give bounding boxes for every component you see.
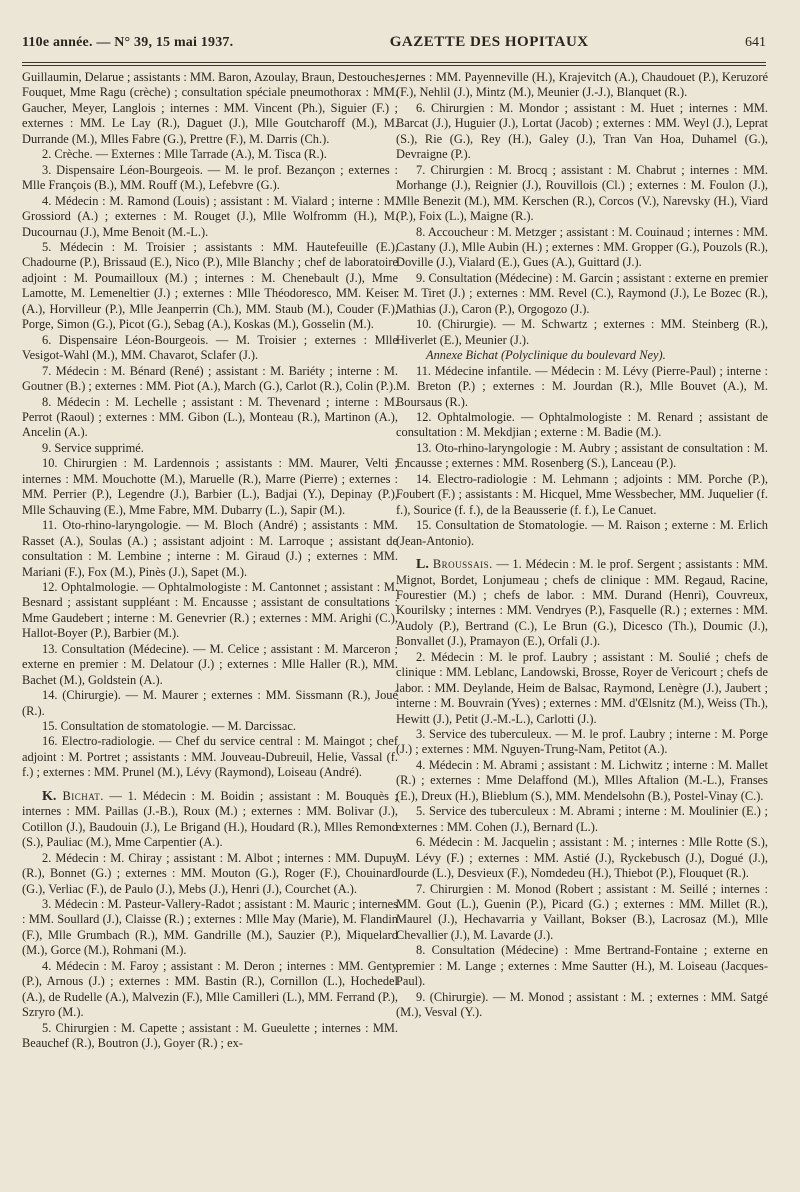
section-letter: K. — [42, 788, 63, 804]
section-letter: L. — [416, 557, 433, 573]
service-entry: 12. Ophtalmologie. — Ophtalmologiste : M. Cantonnet ; assistant : M. Besnard ; assistant suppléant : M. Encausse ; assistant de consultations : Mme Gaudebert ; interne : M. Genevrier (R.) ; externes : MM. Arighi (C.), Hallot-Boyer (P.), Barbier (M.). — [22, 579, 398, 641]
service-entry: 12. Ophtalmologie. — Ophtalmologiste : M. Renard ; assistant de consultation : M. Mekdjian ; externe : M. Badie (M.). — [396, 409, 768, 440]
service-entry: 2. Médecin : M. Chiray ; assistant : M. Albot ; internes : MM. Dupuy (R.), Bonnet (G.) ; externes : MM. Mouton (G.), Roger (F.), Chouinard (G.), Verliac (F.), de Paulo (J.), Mebs (J.), Henri (J.), Courchet (A.). — [22, 850, 398, 896]
service-entry: 15. Consultation de Stomatologie. — M. Raison ; externe : M. Erlich (Jean-Antonio). — [396, 518, 768, 548]
service-entry: 11. Médecine infantile. — Médecin : M. Lévy (Pierre-Paul) ; interne : M. Breton (P.) ; externes : M. Jourdan (R.), Mlle Bouvet (A.), M. Boursaus (R.). — [396, 363, 768, 409]
service-entry: 8. Médecin : M. Lechelle ; assistant : M. Thevenard ; interne : M. Perrot (Raoul) ; externes : MM. Gibon (L.), Monteau (R.), Martinon (A.), Ancelin (A.). — [22, 394, 398, 440]
hospital-name: Bichat. — [62, 788, 104, 803]
service-entry: 15. Consultation de stomatologie. — M. Darcissac. — [42, 719, 296, 734]
service-entry: 11. Oto-rhino-laryngologie. — M. Bloch (André) ; assistants : MM. Rasset (A.), Soulas (A.) ; assistant adjoint : M. Larroque ; assistant de consultation : M. Lembine ; interne : M. Giraud (J.) ; externes : MM. Mariani (F.), Fox (M.), Pinès (J.), Sapet (M.). — [22, 518, 398, 579]
service-entry: 6. Médecin : M. Jacquelin ; assistant : M. ; internes : Mlle Rotte (S.), M. Lévy (F.) ; externes : MM. Astié (J.), Ryckebusch (J.), Dogué (J.), Jourde (L.), Desvieux (F.), Nomdedeu (H.), Thiebot (P.), Flouquet (R.). — [396, 835, 768, 881]
service-entry: 16. Electro-radiologie. — Chef du service central : M. Maingot ; chef adjoint : M. Portret ; assistants : MM. Jouveau-Dubreuil, Helie, Vassal (f. f.) ; externes : MM. Prunel (M.), Lévy (Raymond), Loiseau (André). — [22, 734, 398, 780]
service-entry: 2. Médecin : M. le prof. Laubry ; assistant : M. Soulié ; chefs de clinique : MM. Leblanc, Landowski, Brosse, Royer de Vericourt ; chefs de labor. : MM. Deylande, Heim de Balsac, Raymond, Lenègre (J.), Jaubert ; interne : M. Bouvrain (Yves) ; externes : MM. d'Œlsnitz (M.), Weiss (Th.), Hewitt (J.), Petit (J.-M.-L.), Carlotti (J.). — [396, 649, 768, 726]
journal-title: GAZETTE DES HOPITAUX — [389, 34, 589, 50]
header-rule — [22, 62, 766, 66]
service-entry: Guillaumin, Delarue ; assistants : MM. Baron, Azoulay, Braun, Destouches, Fouquet, Mme Ragu (crèche) ; consultation spéciale pneumothorax : MM. Gaucher, Meyer, Langlois ; internes : MM. Vincent (Ph.), Siguier (F.) ; externes : MM. Le Lay (R.), Daguet (J.), Mlle Goutcharoff (M.), M. Durrande (M.), Mlles Fabre (G.), Prettre (F.), M. Darris (Ch.). — [22, 70, 398, 146]
service-entry: 3. Médecin : M. Pasteur-Vallery-Radot ; assistant : M. Mauric ; internes : MM. Soullard (J.), Claisse (R.) ; externes : Mlle May (Marie), M. Flandin (F.), Mlle Grumbach (R.), MM. Gandrille (M.), Sauzier (P.), Miquelard (M.), Gorce (M.), Rohmani (M.). — [22, 897, 398, 958]
issue-line: 110e année. — N° 39, 15 mai 1937. — [22, 35, 234, 50]
service-entry: 13. Consultation (Médecine). — M. Celice ; assistant : M. Marceron ; externe en premier : M. Delatour (J.) ; externes : Mlle Haller (R.), MM. Bachet (M.), Goldstein (A.). — [22, 641, 398, 687]
service-entry: 14. Electro-radiologie : M. Lehmann ; adjoints : MM. Porche (P.), Foubert (F.) ; assistants : M. Hicquel, Mme Wessbecher, MM. Juquelier (f. f.), Sourice (f. f.), de la Beausserie (f. f.), Le Canuet. — [396, 471, 768, 517]
section-text: — 1. Médecin : M. le prof. Sergent ; assistants : MM. Mignot, Bordet, Lonjumeau ; chefs de clinique : MM. Regaud, Racine, Fourestier (M.) ; chefs de labor. : MM. Durand (Henri), Couvreux, Kourilsky ; internes : MM. Vendryes (P.), Fasquelle (R.) ; externes : MM. Audoly (P.), Bertrand (C.), Le Brun (G.), Dicesco (Th.), Doumic (J.), Bonvallet (J.), Pramayon (E.), Orfali (J.). — [396, 557, 768, 649]
page-number: 641 — [745, 35, 766, 50]
service-entry: 3. Service des tuberculeux. — M. le prof. Laubry ; interne : M. Porge (J.) ; externes : MM. Nguyen-Trung-Nam, Petitot (A.). — [396, 727, 768, 757]
service-entry: 5. Service des tuberculeux : M. Abrami ; interne : M. Moulinier (E.) ; externes : MM. Cohen (J.), Bernard (L.). — [396, 804, 768, 834]
service-entry: 9. Consultation (Médecine) : M. Garcin ; assistant : externe en premier : M. Tiret (J.) ; externes : MM. Revel (C.), Raymond (J.), Le Bozec (R.), Mathias (J.), Caron (P.), Orgogozo (J.). — [396, 270, 768, 316]
service-entry: 6. Dispensaire Léon-Bourgeois. — M. Troisier ; externes : Mlle Vesigot-Wahl (M.), MM. Chavarot, Sclafer (J.). — [22, 332, 398, 363]
hospital-section — [22, 789, 398, 851]
service-entry: 14. (Chirurgie). — M. Maurer ; externes : MM. Sissmann (R.), Joué (R.). — [22, 688, 398, 718]
service-entry: 9. (Chirurgie). — M. Monod ; assistant : M. ; externes : MM. Satgé (M.), Vesval (Y.). — [396, 989, 768, 1020]
right-column — [396, 70, 768, 1180]
service-entry: 6. Chirurgien : M. Mondor ; assistant : M. Huet ; internes : MM. Barcat (J.), Huguier (J.), Lortat (Jacob) ; externes : MM. Weyl (J.), Leprat (S.), Rie (G.), Rey (H.), Galey (J.), Tran Van Hoa, Duhamel (G.), Devraigne (P.). — [396, 100, 768, 162]
service-entry: 9. Service supprimé. — [42, 440, 144, 455]
service-entry: 5. Médecin : M. Troisier ; assistants : MM. Hautefeuille (E.), Chadourne (P.), Brissaud (E.), Nico (P.), Mlle Blanchy ; chef de laboratoire adjoint : M. Poumailloux (M.) ; internes : M. Chenebault (J.), Mme Lamotte, M. Lemeneltier (J.) ; externes : Mlle Théodoresco, MM. Keiser (A.), Horvilleur (P.), Mlle Jeanperrin (Ch.), MM. Staub (M.), Couder (F.), Porge, Simon (G.), Picot (G.), Sebag (A.), Koskas (M.), Gosselin (M.). — [22, 239, 398, 332]
annex-heading: Annexe Bichat (Polyclinique du boulevard Ney). — [426, 348, 666, 363]
hospital-name: Broussais. — [432, 557, 493, 572]
left-column — [22, 70, 398, 1180]
service-entry: 7. Chirurgien : M. Monod (Robert ; assistant : M. Seillé ; internes : MM. Gout (L.), Guenin (P.), Picard (G.) ; externes : MM. Millet (R.), Maurel (J.), Hechavarria y Vaillant, Bokser (B.), Lacrosaz (M.), Mlle Chevallier (J.), M. Lavarde (J.). — [396, 881, 768, 942]
service-entry: 4. Médecin : M. Ramond (Louis) ; assistant : M. Vialard ; interne : M. Grossiord (A.) ; externes : M. Rouget (J.), Mlle Wolfromm (H.), M. Ducournau (J.), Mme Benoit (M.-L.). — [22, 193, 398, 239]
service-entry: 8. Accoucheur : M. Metzger ; assistant : M. Couinaud ; internes : MM. Castany (J.), Mlle Aubin (H.) ; externes : MM. Gropper (G.), Pouzols (R.), Doville (J.), Vialard (E.), Gues (A.), Guittard (J.). — [396, 224, 768, 270]
page-header — [22, 34, 766, 60]
section-text: — 1. Médecin : M. Boidin ; assistant : M. Bouquès ; internes : MM. Paillas (J.-B.), Roux (M.) ; externes : MM. Bolivar (J.), Cotillon (J.), Baudouin (J.), Le Brigand (H.), Houdard (R.), Mlles Remond (S.), Pauliac (M.), Mme Carpentier (A.). — [22, 788, 398, 850]
service-entry: 5. Chirurgien : M. Capette ; assistant : M. Gueulette ; internes : MM. Beauchef (R.), Boutron (J.), Goyer (R.) ; ex- — [22, 1020, 398, 1051]
service-entry: 2. Crèche. — Externes : Mlle Tarrade (A.), M. Tisca (R.). — [42, 147, 327, 162]
service-entry: 3. Dispensaire Léon-Bourgeois. — M. le prof. Bezançon ; externes : Mlle François (B.), MM. Rouff (M.), Lefebvre (G.). — [22, 162, 398, 193]
service-entry: 7. Médecin : M. Bénard (René) ; assistant : M. Bariéty ; interne : M. Goutner (B.) ; externes : MM. Piot (A.), March (G.), Carlot (R.), Colin (P.). — [22, 363, 398, 394]
service-entry: 4. Médecin : M. Faroy ; assistant : M. Deron ; internes : MM. Genty (P.), Arnous (J.) ; externes : MM. Bastin (R.), Cornillon (L.), Hochedel (A.), de Rudelle (A.), Malvezin (F.), Mlle Camilleri (L.), MM. Ferrand (P.), Szryro (M.). — [22, 958, 398, 1020]
service-entry: 13. Oto-rhino-laryngologie : M. Aubry ; assistant de consultation : M. Encausse ; externes : MM. Rosenberg (S.), Lanceau (P.). — [396, 440, 768, 471]
service-entry: 7. Chirurgien : M. Brocq ; assistant : M. Chabrut ; internes : MM. Morhange (J.), Reignier (J.), Rouvillois (Cl.) ; externes : M. Foulon (J.), Mlle Benezit (M.), MM. Kerschen (R.), Corcos (V.), Narevsky (H.), Viard (P.), Foix (L.), Maigne (R.). — [396, 162, 768, 224]
service-entry: 8. Consultation (Médecine) : Mme Bertrand-Fontaine ; externe en premier : M. Lange ; externes : Mme Sautter (H.), M. Loiseau (Jacques-Paul). — [396, 943, 768, 989]
hospital-section — [396, 557, 768, 650]
service-entry: ternes : MM. Payenneville (H.), Krajevitch (A.), Chaudouet (P.), Keruzoré (F.), Nehlil (J.), Mintz (M.), Meunier (J.-J.), Blanquet (R.). — [396, 70, 768, 100]
service-entry: 4. Médecin : M. Abrami ; assistant : M. Lichwitz ; interne : M. Mallet (R.) ; externes : Mme Delaffond (M.), Mlles Aftalion (M.-L.), Franses (E.), Dreux (H.), Blieblum (S.), MM. Mendelsohn (B.), Postel-Vinay (C.). — [396, 757, 768, 803]
service-entry: 10. Chirurgien : M. Lardennois ; assistants : MM. Maurer, Velti ; internes : MM. Mouchotte (M.), Maruelle (R.), Marre (Pierre) ; externes : MM. Perrier (P.), Legendre (J.), Barbier (L.), Badjai (Y.), Depinay (P.), Mlle Schauving (E.), Mme Fabre, MM. Dubarry (L.), Sapir (M.). — [22, 456, 398, 517]
service-entry: 10. (Chirurgie). — M. Schwartz ; externes : MM. Steinberg (R.), Hiverlet (E.), Meunier (J.). — [396, 317, 768, 347]
